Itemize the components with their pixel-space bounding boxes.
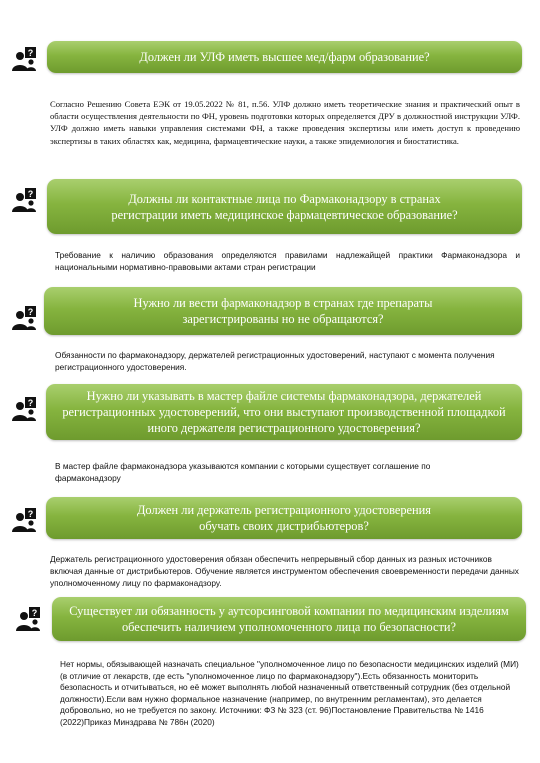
svg-text:?: ? bbox=[31, 608, 38, 618]
faq-question-1: Должен ли УЛФ иметь высшее мед/фарм образование? bbox=[47, 41, 522, 73]
person-question-icon bbox=[10, 188, 40, 214]
person-question-icon bbox=[14, 607, 44, 633]
faq-question-5: Должен ли держатель регистрационного удостоверения обучать своих дистрибьютеров? bbox=[46, 497, 522, 539]
faq-answer-6: Нет нормы, обязывающей назначать специальное "уполномоченное лицо по безопасности медицинских изделий (МИ) (в отличие от лекарств, где есть "уполномоченное лицо по фармаконадзору").Есть обязанность мониторить безопасность и отчитываться, но её может выполнять любой назначенный ответственный сотрудник (без отдельной должности).Если вам нужно формальное назначение (например, по внутренним регламентам), это делается добровольно, но не требуется по закону. Источники: ФЗ № 323 (ст. 96)Постановление Правительства № 1416 (2022)Приказ Минздрава № 786н (2020) bbox=[60, 659, 519, 727]
faq-answer-2: Требование к наличию образования определяются правилами надлежайщей практики Фармаконадзора и национальными нормативно-правовыми актами стран регистрации bbox=[55, 250, 520, 273]
faq-answer-1: Согласно Решению Совета ЕЭК от 19.05.2022 № 81, п.56. УЛФ должно иметь теоретические знания и практический опыт в области осуществления деятельности по ФН, уровень подготовки которых определяется ДРУ в должностной инструкции УЛФ. УЛФ должно иметь навыки управления системами ФН, а также проведения экспертизы или иметь доступ к проведению экспертизы в таких областях как, медицина, фармацевтические науки, а также эпидемиология и биостатистика. bbox=[50, 99, 520, 146]
svg-text:?: ? bbox=[27, 398, 34, 408]
person-question-icon bbox=[10, 306, 40, 332]
person-question-icon bbox=[10, 397, 40, 423]
person-question-icon bbox=[10, 47, 40, 73]
faq-question-3: Нужно ли вести фармаконадзор в странах где препараты зарегистрированы но не обращаются? bbox=[44, 287, 522, 335]
faq-answer-4: В мастер файле фармаконадзора указываются компании с которыми существует соглашение по фармаконадзору bbox=[55, 461, 431, 484]
faq-question-6: Существует ли обязанность у аутсорсинговой компании по медицинским изделиям обеспечить наличием уполномоченного лица по безопасности? bbox=[52, 597, 526, 641]
svg-text:?: ? bbox=[27, 189, 34, 199]
svg-text:?: ? bbox=[27, 48, 34, 58]
person-question-icon bbox=[10, 508, 40, 534]
faq-answer-3: Обязанности по фармаконадзору, держателей регистрационных удостоверений, наступают с момента получения регистрационного удостоверения. bbox=[55, 350, 495, 373]
faq-question-2: Должны ли контактные лица по Фармаконадзору в странах регистрации иметь медицинское фармацевтическое образование? bbox=[47, 179, 522, 234]
svg-text:?: ? bbox=[27, 509, 34, 519]
svg-text:?: ? bbox=[27, 307, 34, 317]
faq-question-4: Нужно ли указывать в мастер файле системы фармаконадзора, держателей регистрационных удостоверений, что они выступают производственной площадкой иного держателя регистрационного удостоверения? bbox=[46, 384, 522, 440]
faq-answer-5: Держатель регистрационного удостоверения обязан обеспечить непрерывный сбор данных из разных источников включая данные от дистрибьютеров. Обучение является инструментом обеспечения своевременности передачи данных уполномоченному лицу по фармаконадзору. bbox=[50, 554, 519, 589]
